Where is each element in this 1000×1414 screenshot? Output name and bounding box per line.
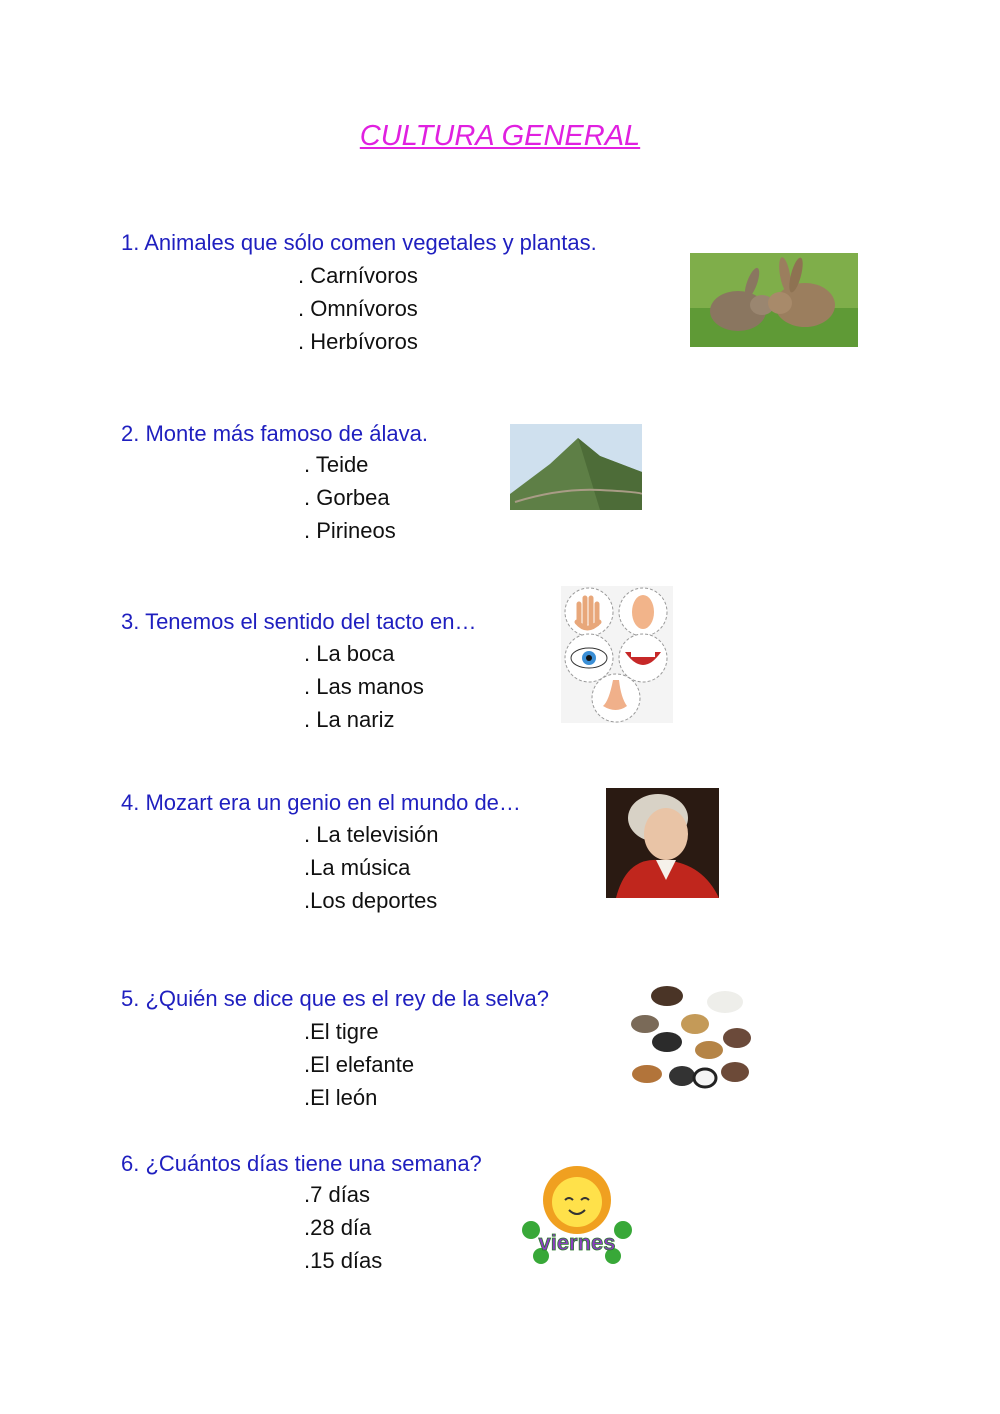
mountain-image <box>510 424 642 510</box>
page-title: CULTURA GENERAL <box>359 120 641 152</box>
question-4: 4. Mozart era un genio en el mundo de… <box>121 790 521 815</box>
option-3-2[interactable]: . Las manos <box>304 674 424 699</box>
viernes-label: viernes <box>538 1230 616 1255</box>
option-5-1[interactable]: .El tigre <box>304 1019 379 1044</box>
animals-image <box>627 982 755 1096</box>
question-1: 1. Animales que sólo comen vegetales y plantas. <box>121 230 597 255</box>
option-4-1[interactable]: . La televisión <box>304 822 439 847</box>
option-4-2[interactable]: .La música <box>304 855 411 880</box>
option-3-1[interactable]: . La boca <box>304 641 395 666</box>
senses-image <box>561 586 673 723</box>
question-5: 5. ¿Quién se dice que es el rey de la selva? <box>121 986 550 1011</box>
option-1-1[interactable]: . Carnívoros <box>298 263 418 288</box>
viernes-lion-image <box>521 1160 633 1266</box>
question-6: 6. ¿Cuántos días tiene una semana? <box>121 1151 482 1176</box>
rabbits-image <box>690 253 858 347</box>
option-6-2[interactable]: .28 día <box>304 1215 372 1240</box>
question-3: 3. Tenemos el sentido del tacto en… <box>121 609 477 634</box>
option-2-3[interactable]: . Pirineos <box>304 518 396 543</box>
option-3-3[interactable]: . La nariz <box>304 707 395 732</box>
option-5-3[interactable]: .El león <box>304 1085 378 1110</box>
option-1-3[interactable]: . Herbívoros <box>298 329 418 354</box>
option-2-1[interactable]: . Teide <box>304 452 369 477</box>
option-1-2[interactable]: . Omnívoros <box>298 296 418 321</box>
mozart-portrait-image <box>606 788 719 898</box>
option-4-3[interactable]: .Los deportes <box>304 888 438 913</box>
option-5-2[interactable]: .El elefante <box>304 1052 415 1077</box>
option-6-1[interactable]: .7 días <box>304 1182 371 1207</box>
option-6-3[interactable]: .15 días <box>304 1248 383 1273</box>
question-2: 2. Monte más famoso de álava. <box>121 421 428 446</box>
option-2-2[interactable]: . Gorbea <box>304 485 390 510</box>
